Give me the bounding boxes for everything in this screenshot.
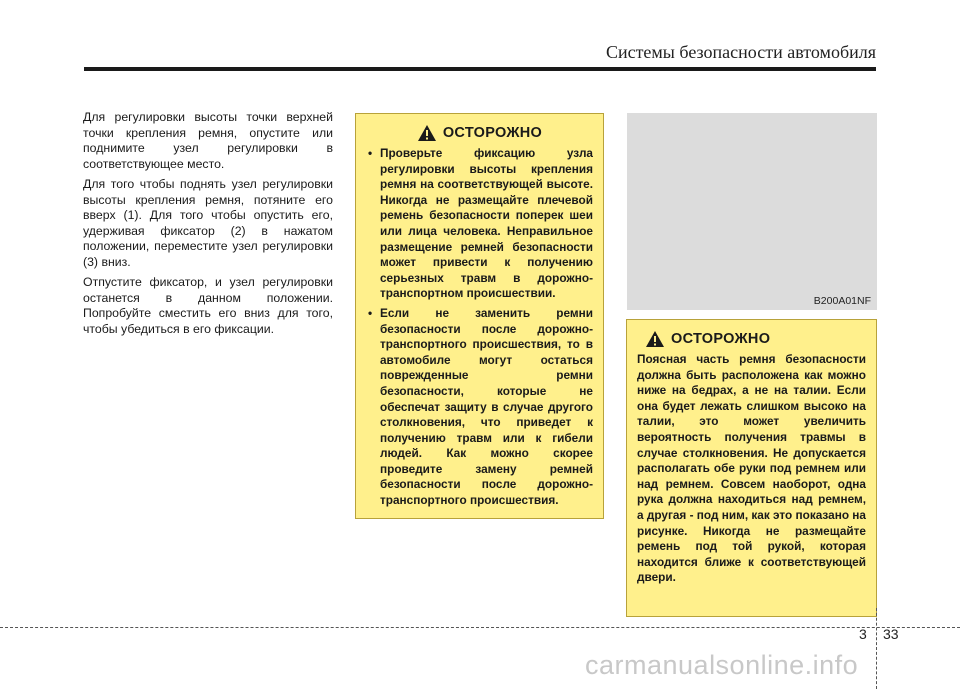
warning-triangle-icon bbox=[645, 330, 665, 348]
warning-item: • Проверьте фиксацию узла регулировки высоты крепления ремня на соответствующей высоте. Никогда не размещайте плечевой ремень безопасности поперек шеи или лица человека. Неправильное размещение ремней безопасности может привести к получению серьезных травм в дорожно-транспортном происшествии. bbox=[366, 146, 593, 302]
warning-title: ОСТОРОЖНО bbox=[671, 331, 771, 347]
body-paragraph: Для того чтобы поднять узел регулировки высоты крепления ремня, потяните его вверх (1). Для того чтобы опустить его, удерживая фиксатор (2) в нажатом положении, переместите узел регулировки (3) вниз. bbox=[83, 177, 333, 269]
chapter-number: 3 bbox=[859, 626, 867, 642]
watermark: carmanualsonline.info bbox=[585, 650, 859, 680]
footer-divider bbox=[0, 627, 960, 628]
warning-header bbox=[366, 124, 593, 142]
warning-header bbox=[637, 330, 866, 348]
warning-list bbox=[366, 146, 593, 509]
page-number: 33 bbox=[883, 626, 899, 642]
body-paragraph: Отпустите фиксатор, и узел регулировки останется в данном положении. Попробуйте сместить его вниз для того, чтобы убедиться в его фиксации. bbox=[83, 275, 333, 336]
body-paragraph: Для регулировки высоты точки верхней точки крепления ремня, опустите или поднимите узел регулировки в соответствующее место. bbox=[83, 110, 333, 171]
footer-vertical-divider bbox=[876, 608, 877, 689]
warning-item: • Если не заменить ремни безопасности после дорожно-транспортного происшествия, то в автомобиле могут остаться поврежденные ремни безопасности, которые не обеспечат защиту в случае другого столкновения, что приведет к получению травм или к гибели людей. Как можно скорее проведите замену ремней безопасности после дорожно-транспортного происшествия. bbox=[366, 306, 593, 509]
warning-text: Поясная часть ремня безопасности должна быть расположена как можно ниже на бедрах, а не на талии. Если она будет лежать слишком высоко на талии, это может увеличить вероятность получения травмы в случае столкновения. Не допускается располагать обе руки под ремнем или над ремнем. Совсем наоборот, одна рука должна находиться над ремнем, а другая - под ним, как это показано на рисунке. Никогда не размещайте ремень под той рукой, которая находится ближе к соответствующей двери. bbox=[637, 352, 866, 585]
warning-box-1 bbox=[355, 113, 604, 519]
warning-triangle-icon bbox=[417, 124, 437, 142]
warning-box-2 bbox=[626, 319, 877, 617]
body-text-column bbox=[83, 110, 333, 342]
illustration-image bbox=[627, 113, 877, 310]
page-header-title: Системы безопасности автомобиля bbox=[605, 42, 876, 62]
warning-title: ОСТОРОЖНО bbox=[442, 125, 543, 141]
header-rule bbox=[84, 67, 876, 71]
image-label: B200A01NF bbox=[813, 295, 871, 307]
